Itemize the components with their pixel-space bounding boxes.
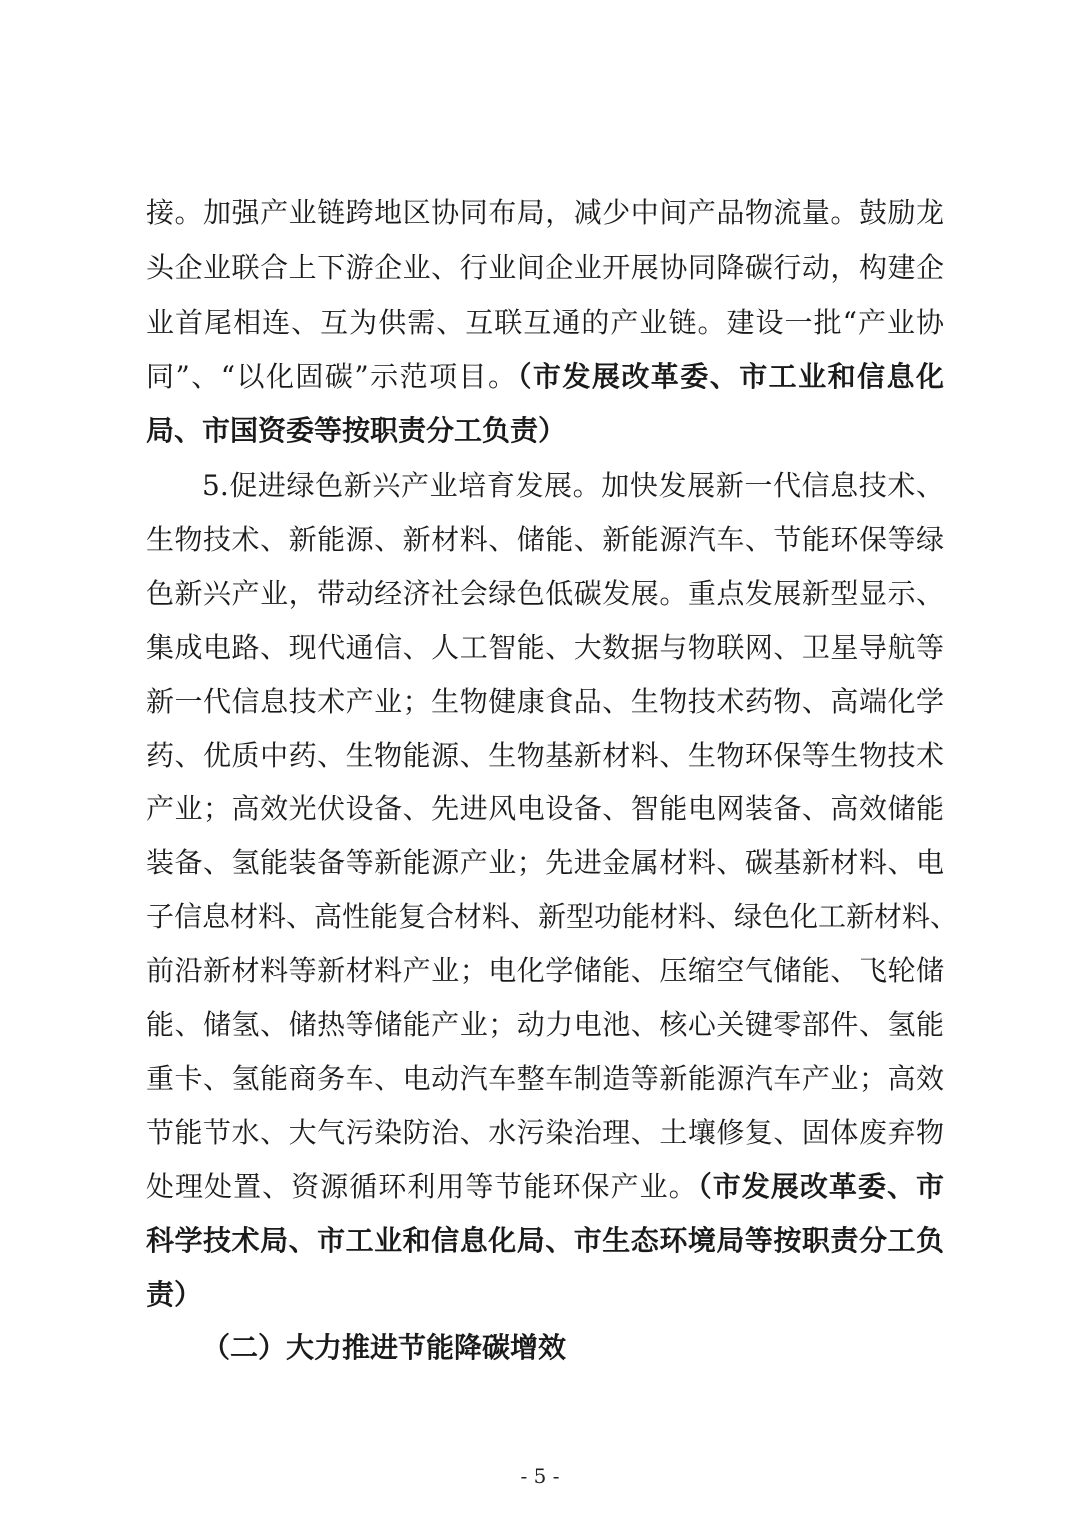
paragraph-2-line-14-text: 处理处置、资源循环利用等节能环保产业。 (146, 1170, 698, 1203)
paragraph-1-line-2: 头企业联合上下游企业、行业间企业开展协同降碳行动，构建企 (146, 251, 944, 284)
paragraph-1-line-1: 接。加强产业链跨地区协同布局，减少中间产品物流量。鼓励龙 (146, 196, 944, 229)
page-number: - 5 - (520, 1464, 560, 1488)
paragraph-1-line-4-text: 同”、“以化固碳”示范项目。 (146, 360, 518, 393)
paragraph-2-line-15-responsibility: 科学技术局、市工业和信息化局、市生态环境局等按职责分工负 (146, 1224, 944, 1257)
paragraph-2-line-14 (146, 1160, 944, 1214)
section-heading: （二）大力推进节能降碳增效 (202, 1331, 567, 1364)
paragraph-1-line-5-responsibility: 局、市国资委等按职责分工负责） (146, 414, 567, 447)
paragraph-2-line-16-responsibility: 责） (146, 1278, 203, 1311)
paragraph-2-line-8: 装备、氢能装备等新能源产业；先进金属材料、碳基新材料、电 (146, 846, 944, 879)
paragraph-2-line-4: 集成电路、现代通信、人工智能、大数据与物联网、卫星导航等 (146, 631, 944, 664)
paragraph-2-line-13: 节能节水、大气污染防治、水污染治理、土壤修复、固体废弃物 (146, 1116, 944, 1149)
paragraph-2-line-10: 前沿新材料等新材料产业；电化学储能、压缩空气储能、飞轮储 (146, 954, 944, 987)
paragraph-2-line-11: 能、储氢、储热等储能产业；动力电池、核心关键零部件、氢能 (146, 1008, 944, 1041)
paragraph-1-line-4 (146, 350, 944, 404)
paragraph-2-line-14-responsibility: （市发展改革委、市 (697, 1170, 944, 1203)
paragraph-2-line-5: 新一代信息技术产业；生物健康食品、生物技术药物、高端化学 (146, 685, 944, 718)
paragraph-1-line-4-responsibility: （市发展改革委、市工业和信息化 (517, 360, 944, 393)
paragraph-1-line-3: 业首尾相连、互为供需、互联互通的产业链。建设一批“产业协 (146, 306, 944, 339)
paragraph-2-line-12: 重卡、氢能商务车、电动汽车整车制造等新能源汽车产业；高效 (146, 1062, 944, 1095)
paragraph-2-line-7: 产业；高效光伏设备、先进风电设备、智能电网装备、高效储能 (146, 792, 944, 825)
paragraph-2-line-6: 药、优质中药、生物能源、生物基新材料、生物环保等生物技术 (146, 739, 944, 772)
paragraph-2-line-2: 生物技术、新能源、新材料、储能、新能源汽车、节能环保等绿 (146, 523, 944, 556)
paragraph-2-line-9: 子信息材料、高性能复合材料、新型功能材料、绿色化工新材料、 (146, 900, 959, 933)
paragraph-2-line-1: 5.促进绿色新兴产业培育发展。加快发展新一代信息技术、 (202, 469, 944, 502)
paragraph-2-line-3: 色新兴产业，带动经济社会绿色低碳发展。重点发展新型显示、 (146, 577, 944, 610)
